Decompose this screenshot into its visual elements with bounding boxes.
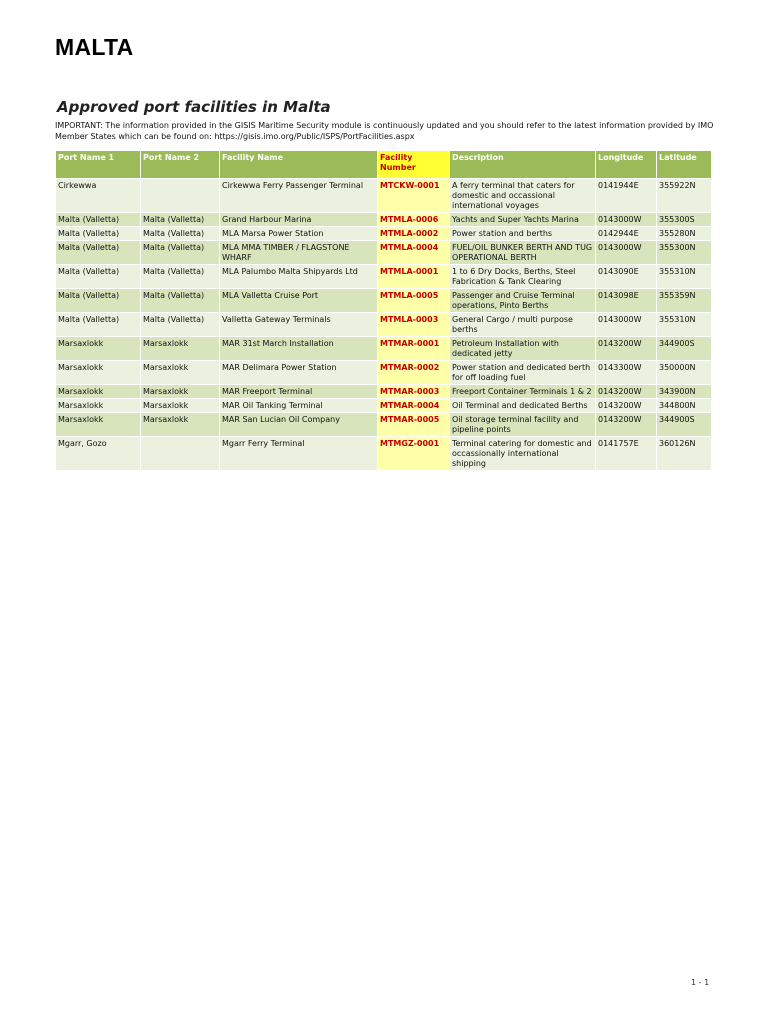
cell-port-name-2 [141,179,220,213]
cell-facility-name: MAR Delimara Power Station [220,361,378,385]
cell-port-name-2 [141,437,220,471]
table-row [56,179,712,213]
cell-port-name-1: Marsaxlokk [56,399,141,413]
cell-description: Petroleum Installation with dedicated jetty [450,337,596,361]
cell-facility-number: MTMAR-0003 [378,385,450,399]
cell-facility-name: MAR Freeport Terminal [220,385,378,399]
cell-longitude: 0143200W [596,385,657,399]
cell-facility-number: MTMLA-0006 [378,213,450,227]
table-row [56,241,712,265]
cell-port-name-1: Marsaxlokk [56,413,141,437]
cell-port-name-1: Malta (Valletta) [56,313,141,337]
cell-description: A ferry terminal that caters for domestic and occassional international voyages [450,179,596,213]
table-body [56,179,712,471]
table-row [56,437,712,471]
cell-facility-name: MAR 31st March Installation [220,337,378,361]
cell-port-name-1: Malta (Valletta) [56,289,141,313]
cell-description: Terminal catering for domestic and occassionally international shipping [450,437,596,471]
cell-longitude: 0143098E [596,289,657,313]
cell-facility-number: MTMLA-0005 [378,289,450,313]
cell-latitude: 355359N [657,289,712,313]
table-row [56,385,712,399]
important-notice: IMPORTANT: The information provided in the GISIS Maritime Security module is continuously updated and you should refer to the latest information provided by IMO Member States which can be found on: https://gisis.imo.org/Public/ISPS/PortFacilities.aspx [55,121,714,141]
cell-facility-name: MLA Palumbo Malta Shipyards Ltd [220,265,378,289]
cell-longitude: 0143300W [596,361,657,385]
cell-latitude: 355300S [657,213,712,227]
table-row [56,399,712,413]
port-facilities-table [55,150,712,471]
cell-latitude: 344900S [657,413,712,437]
cell-facility-number: MTMAR-0004 [378,399,450,413]
cell-port-name-1: Malta (Valletta) [56,241,141,265]
table-row [56,265,712,289]
cell-latitude: 350000N [657,361,712,385]
cell-description: Power station and dedicated berth for off loading fuel [450,361,596,385]
cell-description: General Cargo / multi purpose berths [450,313,596,337]
cell-facility-name: MLA Marsa Power Station [220,227,378,241]
cell-description: Oil storage terminal facility and pipeline points [450,413,596,437]
page-number: 1 - 1 [691,978,710,987]
cell-longitude: 0141944E [596,179,657,213]
cell-port-name-2: Malta (Valletta) [141,265,220,289]
section-subtitle: Approved port facilities in Malta [57,98,331,116]
cell-latitude: 344800N [657,399,712,413]
cell-longitude: 0143200W [596,399,657,413]
cell-facility-name: Valletta Gateway Terminals [220,313,378,337]
cell-port-name-2: Marsaxlokk [141,413,220,437]
cell-latitude: 343900N [657,385,712,399]
cell-facility-name: Grand Harbour Marina [220,213,378,227]
cell-longitude: 0143000W [596,241,657,265]
cell-facility-number: MTMLA-0001 [378,265,450,289]
cell-description: Passenger and Cruise Terminal operations, Pinto Berths [450,289,596,313]
cell-latitude: 355300N [657,241,712,265]
cell-port-name-2: Marsaxlokk [141,399,220,413]
cell-longitude: 0143200W [596,413,657,437]
cell-description: Oil Terminal and dedicated Berths [450,399,596,413]
header-description: Description [450,151,596,179]
cell-description: FUEL/OIL BUNKER BERTH AND TUG OPERATIONAL BERTH [450,241,596,265]
header-facility-number: Facility Number [378,151,450,179]
cell-facility-name: MAR Oil Tanking Terminal [220,399,378,413]
cell-description: Yachts and Super Yachts Marina [450,213,596,227]
cell-facility-number: MTMLA-0003 [378,313,450,337]
cell-port-name-2: Marsaxlokk [141,385,220,399]
cell-latitude: 355310N [657,313,712,337]
cell-longitude: 0143200W [596,337,657,361]
cell-description: 1 to 6 Dry Docks, Berths, Steel Fabrication & Tank Clearing [450,265,596,289]
table-header-row [56,151,712,179]
cell-port-name-1: Marsaxlokk [56,337,141,361]
cell-facility-number: MTMAR-0001 [378,337,450,361]
header-longitude: Longitude [596,151,657,179]
cell-facility-name: Mgarr Ferry Terminal [220,437,378,471]
cell-port-name-1: Cirkewwa [56,179,141,213]
table-row [56,289,712,313]
cell-port-name-1: Mgarr, Gozo [56,437,141,471]
cell-latitude: 355310N [657,265,712,289]
cell-facility-name: Cirkewwa Ferry Passenger Terminal [220,179,378,213]
cell-port-name-2: Marsaxlokk [141,337,220,361]
cell-port-name-1: Malta (Valletta) [56,213,141,227]
cell-port-name-1: Marsaxlokk [56,361,141,385]
table-row [56,213,712,227]
cell-facility-number: MTCKW-0001 [378,179,450,213]
cell-facility-number: MTMLA-0004 [378,241,450,265]
cell-port-name-1: Marsaxlokk [56,385,141,399]
cell-facility-number: MTMGZ-0001 [378,437,450,471]
cell-port-name-2: Marsaxlokk [141,361,220,385]
header-latitude: Latitude [657,151,712,179]
cell-facility-number: MTMAR-0005 [378,413,450,437]
table-row [56,413,712,437]
cell-longitude: 0141757E [596,437,657,471]
cell-latitude: 355922N [657,179,712,213]
cell-longitude: 0143000W [596,213,657,227]
cell-port-name-1: Malta (Valletta) [56,265,141,289]
table-row [56,313,712,337]
cell-facility-number: MTMAR-0002 [378,361,450,385]
cell-description: Power station and berths [450,227,596,241]
table-row [56,227,712,241]
table-row [56,361,712,385]
header-facility-name: Facility Name [220,151,378,179]
cell-facility-name: MLA Valletta Cruise Port [220,289,378,313]
cell-description: Freeport Container Terminals 1 & 2 [450,385,596,399]
header-port-name-1: Port Name 1 [56,151,141,179]
cell-longitude: 0142944E [596,227,657,241]
cell-latitude: 344900S [657,337,712,361]
cell-port-name-2: Malta (Valletta) [141,227,220,241]
cell-latitude: 360126N [657,437,712,471]
cell-facility-name: MLA MMA TIMBER / FLAGSTONE WHARF [220,241,378,265]
cell-port-name-1: Malta (Valletta) [56,227,141,241]
page-title: MALTA [55,34,134,60]
cell-facility-name: MAR San Lucian Oil Company [220,413,378,437]
cell-longitude: 0143000W [596,313,657,337]
cell-port-name-2: Malta (Valletta) [141,313,220,337]
cell-port-name-2: Malta (Valletta) [141,289,220,313]
header-port-name-2: Port Name 2 [141,151,220,179]
cell-latitude: 355280N [657,227,712,241]
table-row [56,337,712,361]
cell-facility-number: MTMLA-0002 [378,227,450,241]
cell-port-name-2: Malta (Valletta) [141,213,220,227]
cell-port-name-2: Malta (Valletta) [141,241,220,265]
cell-longitude: 0143090E [596,265,657,289]
